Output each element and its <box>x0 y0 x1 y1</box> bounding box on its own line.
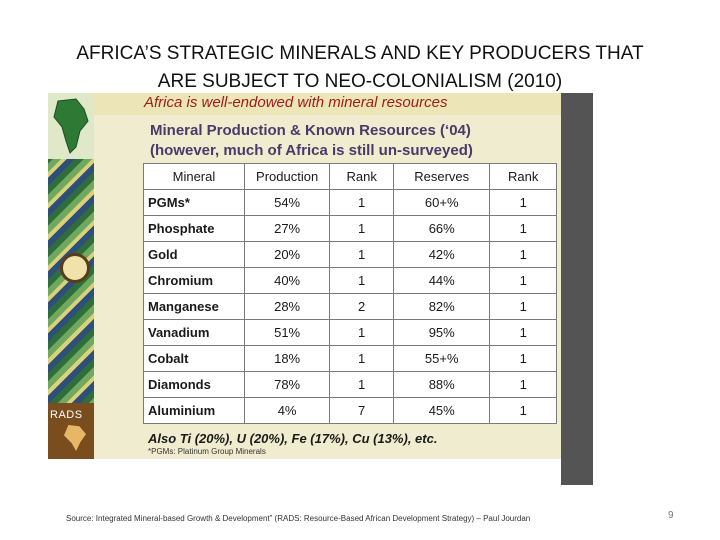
rads-logo-text: RADS <box>50 409 83 421</box>
rads-logo <box>48 403 94 459</box>
table-row <box>144 294 557 320</box>
panel-subtitle <box>150 121 510 161</box>
cell-production: 40% <box>244 268 329 294</box>
cell-production: 20% <box>244 242 329 268</box>
emblem-icon <box>60 253 90 283</box>
pgm-footnote: *PGMs: Platinum Group Minerals <box>148 447 266 456</box>
cell-production: 54% <box>244 190 329 216</box>
cell-reserves-rank: 1 <box>490 372 557 398</box>
header-production-rank: Rank <box>330 164 394 190</box>
cell-reserves-rank: 1 <box>490 294 557 320</box>
slide-title <box>40 40 680 96</box>
cell-production-rank: 1 <box>330 216 394 242</box>
table-row <box>144 242 557 268</box>
cell-production: 18% <box>244 346 329 372</box>
panel-subtitle-line-2: (however, much of Africa is still un-surveyed) <box>150 142 473 159</box>
table-row <box>144 190 557 216</box>
africa-map-icon <box>48 93 94 159</box>
cell-production-rank: 1 <box>330 346 394 372</box>
cell-production: 78% <box>244 372 329 398</box>
cell-mineral: Diamonds <box>144 372 245 398</box>
cell-production: 4% <box>244 398 329 424</box>
table-row <box>144 372 557 398</box>
cell-mineral: Chromium <box>144 268 245 294</box>
panel-subtitle-line-1: Mineral Production & Known Resources (‘04) <box>150 122 471 139</box>
africa-silhouette-icon <box>64 425 86 451</box>
header-reserves-rank: Rank <box>490 164 557 190</box>
cell-production: 28% <box>244 294 329 320</box>
cell-production-rank: 7 <box>330 398 394 424</box>
cell-reserves: 44% <box>393 268 489 294</box>
cell-mineral: Phosphate <box>144 216 245 242</box>
cell-production-rank: 1 <box>330 372 394 398</box>
cell-reserves: 66% <box>393 216 489 242</box>
cell-production-rank: 1 <box>330 320 394 346</box>
cell-mineral: Aluminium <box>144 398 245 424</box>
mineral-panel <box>94 93 561 459</box>
cell-reserves: 45% <box>393 398 489 424</box>
cell-reserves: 82% <box>393 294 489 320</box>
cell-reserves-rank: 1 <box>490 346 557 372</box>
header-production: Production <box>244 164 329 190</box>
header-mineral: Mineral <box>144 164 245 190</box>
cell-reserves-rank: 1 <box>490 190 557 216</box>
slide-title-line-1: AFRICA’S STRATEGIC MINERALS AND KEY PRODUCERS THAT <box>76 43 644 64</box>
cell-mineral: PGMs* <box>144 190 245 216</box>
dark-side-bar <box>561 93 593 485</box>
cell-reserves: 95% <box>393 320 489 346</box>
additional-minerals-note: Also Ti (20%), U (20%), Fe (17%), Cu (13%), etc. <box>148 431 438 446</box>
cell-reserves-rank: 1 <box>490 216 557 242</box>
source-citation: Source: Integrated Mineral-based Growth & Development” (RADS: Resource-Based African Development Strategy) – Paul Jourdan <box>66 514 531 523</box>
image-bottom-margin <box>48 459 561 485</box>
table-row <box>144 216 557 242</box>
cell-mineral: Cobalt <box>144 346 245 372</box>
cell-production-rank: 1 <box>330 268 394 294</box>
panel-header <box>94 93 561 115</box>
table-row <box>144 346 557 372</box>
cell-reserves: 60+% <box>393 190 489 216</box>
table-row <box>144 398 557 424</box>
header-reserves: Reserves <box>393 164 489 190</box>
cell-reserves: 88% <box>393 372 489 398</box>
cell-production: 27% <box>244 216 329 242</box>
cell-mineral: Gold <box>144 242 245 268</box>
cell-production-rank: 2 <box>330 294 394 320</box>
cell-reserves-rank: 1 <box>490 268 557 294</box>
cell-production: 51% <box>244 320 329 346</box>
cell-reserves-rank: 1 <box>490 242 557 268</box>
cell-reserves-rank: 1 <box>490 398 557 424</box>
embedded-mineral-image <box>48 93 593 485</box>
cell-reserves: 42% <box>393 242 489 268</box>
table-row <box>144 320 557 346</box>
minerals-table <box>143 163 557 424</box>
slide-title-line-2: ARE SUBJECT TO NEO-COLONIALISM (2010) <box>157 71 563 92</box>
cell-mineral: Vanadium <box>144 320 245 346</box>
table-row <box>144 268 557 294</box>
panel-headline: Africa is well-endowed with mineral resources <box>144 94 448 111</box>
page-number: 9 <box>668 510 674 521</box>
cell-production-rank: 1 <box>330 242 394 268</box>
cell-production-rank: 1 <box>330 190 394 216</box>
table-header-row <box>144 164 557 190</box>
cell-mineral: Manganese <box>144 294 245 320</box>
cell-reserves-rank: 1 <box>490 320 557 346</box>
cell-reserves: 55+% <box>393 346 489 372</box>
